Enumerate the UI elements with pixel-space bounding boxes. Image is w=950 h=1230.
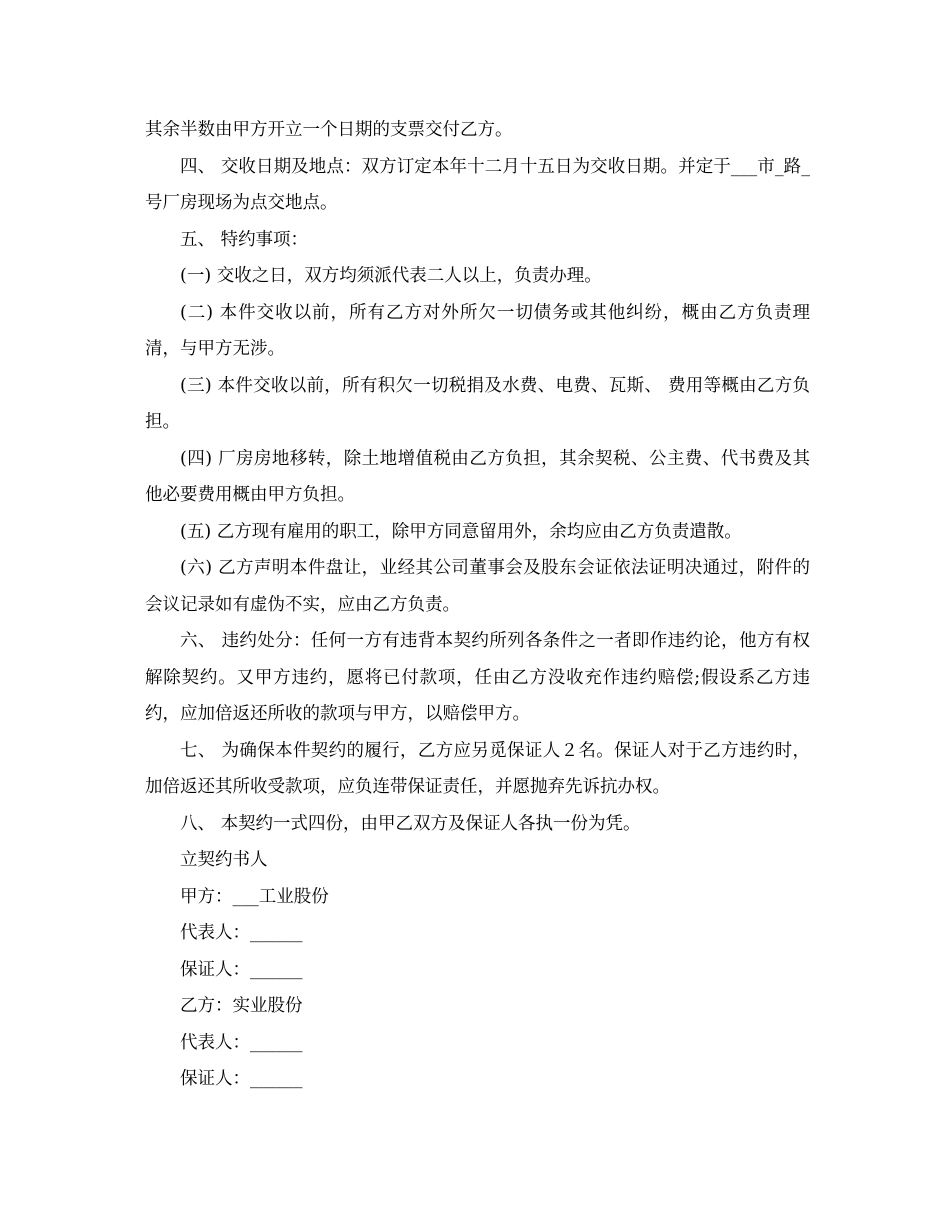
party-a-guarantor-line: 保证人：______	[180, 959, 303, 980]
paragraph-term-5: (五) 乙方现有雇用的职工，除甲方同意留用外，余均应由乙方负责遣散。	[180, 521, 742, 542]
signature-block	[145, 842, 810, 1098]
paragraph-delivery-date: 四、 交收日期及地点：双方订定本年十二月十五日为交收日期。并定于___市_路_号厂房现场为点交地点。	[145, 156, 810, 213]
paragraph-term-3: (三) 本件交收以前，所有积欠一切税捐及水费、电费、瓦斯、 费用等概由乙方负担。	[145, 375, 810, 432]
paragraph-term-1: (一) 交收之日，双方均须派代表二人以上，负责办理。	[180, 266, 602, 286]
party-b-line: 乙方：实业股份	[180, 996, 303, 1016]
paragraph-term-2: (二) 本件交收以前，所有乙方对外所欠一切债务或其他纠纷，概由乙方负责理清，与甲方无涉。	[145, 302, 810, 359]
paragraph-guarantor: 七、 为确保本件契约的履行，乙方应另觅保证人２名。保证人对于乙方违约时，加倍返还其所收受款项，应负连带保证责任，并愿抛弃先诉抗办权。	[145, 740, 810, 797]
party-b-representative-line: 代表人：______	[180, 1032, 303, 1053]
paragraph-term-6: (六) 乙方声明本件盘让，业经其公司董事会及股东会证依法证明决通过，附件的会议记录如有虚伪不实，应由乙方负责。	[145, 558, 810, 615]
paragraph-copies: 八、 本契约一式四份，由甲乙双方及保证人各执一份为凭。	[180, 813, 641, 834]
party-a-representative-line: 代表人：______	[180, 923, 303, 943]
party-a-line: 甲方：___工业股份	[180, 886, 329, 907]
paragraph-term-4: (四) 厂房房地移转，除土地增值税由乙方负担，其余契税、公主费、代书费及其他必要费用概由甲方负担。	[145, 448, 810, 505]
paragraph-special-terms-heading: 五、 特约事项：	[180, 229, 309, 250]
party-b-guarantor-line: 保证人：______	[180, 1069, 303, 1089]
signatory-heading: 立契约书人	[180, 850, 268, 870]
document-body	[145, 112, 810, 1098]
paragraph-breach: 六、 违约处分：任何一方有违背本契约所列各条件之一者即作违约论，他方有权解除契约。又甲方违约，愿将已付款项，任由乙方没收充作违约赔偿;假设系乙方违约，应加倍返还所收的款项与甲方，以赔偿甲方。	[145, 631, 810, 724]
paragraph-payment-remainder: 其余半数由甲方开立一个日期的支票交付乙方。	[145, 120, 513, 140]
